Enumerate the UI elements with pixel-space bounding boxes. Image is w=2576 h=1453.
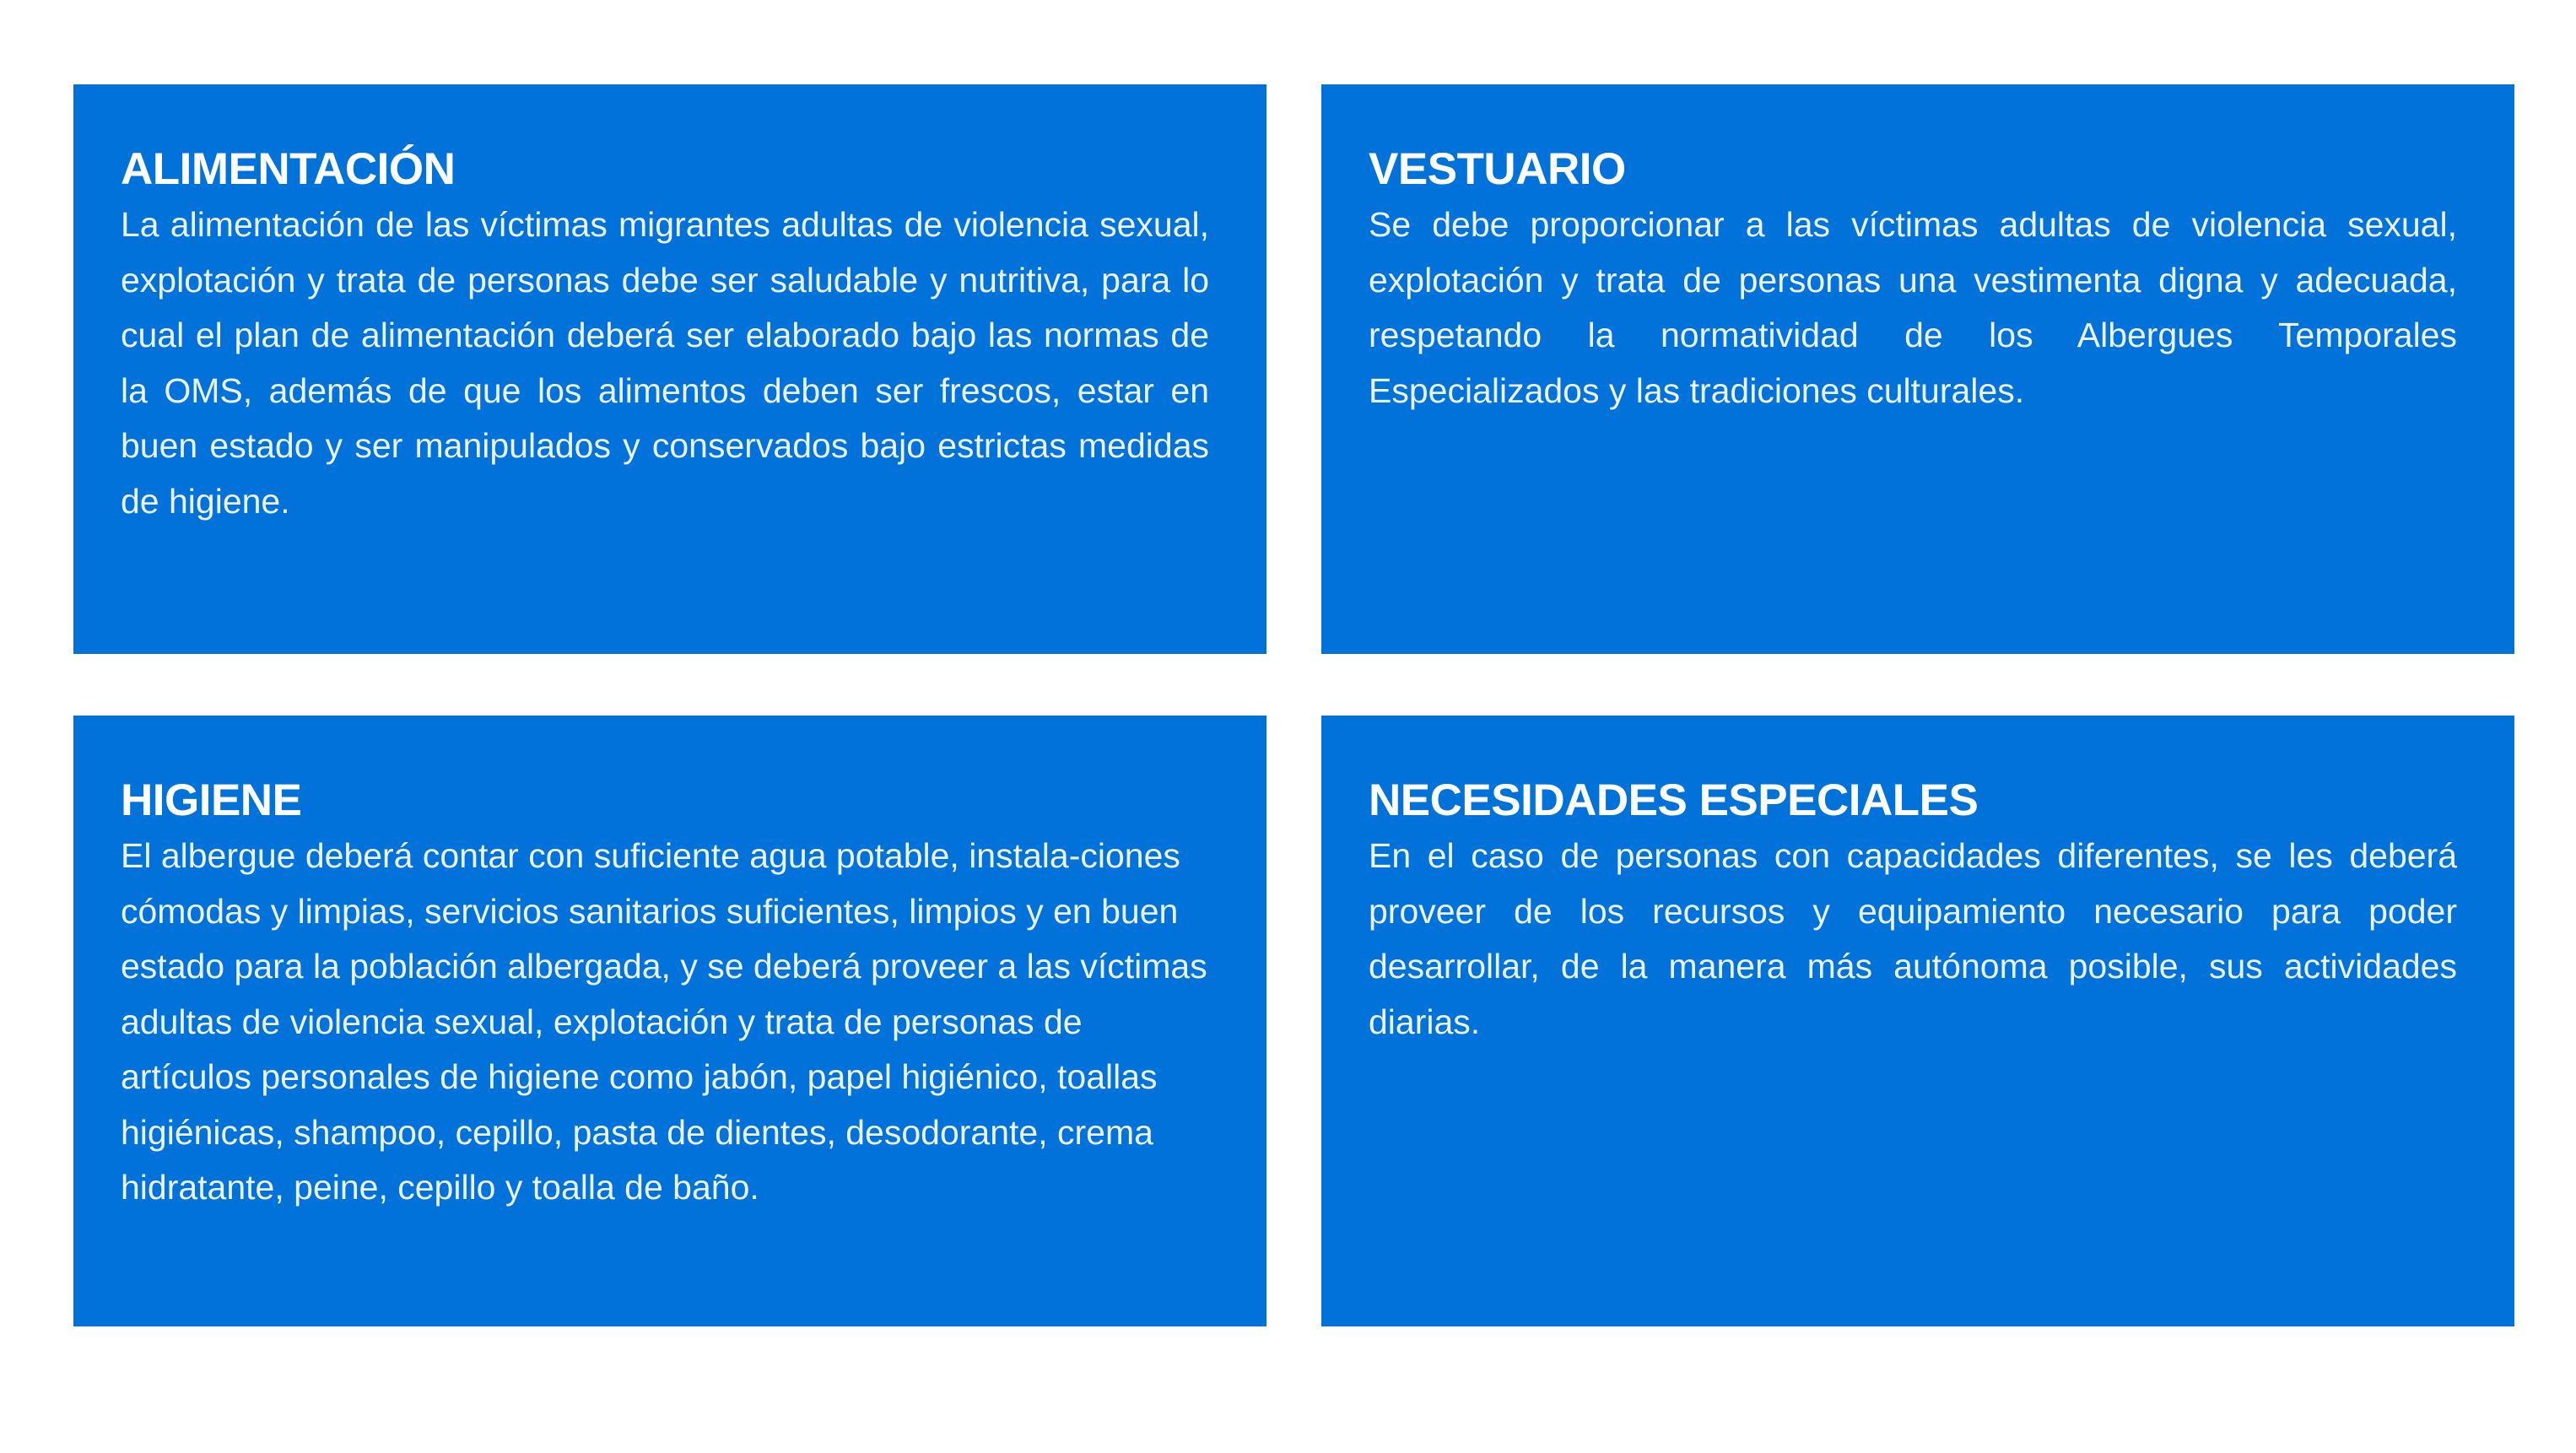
card-body: El albergue deberá contar con suficiente agua potable, instala-ciones cómodas y limpias, servicios sanitarios suficientes, limpios y en buen estado para la población albergada, y se deberá proveer a las víctimas adultas de violencia sexual, explotación y trata de personas de artículos personales de higiene como jabón, papel higiénico, toallas higiénicas, shampoo, cepillo, pasta de dientes, desodorante, crema hidratante, peine, cepillo y toalla de baño. xyxy=(121,836,1207,1207)
card-title: NECESIDADES ESPECIALES xyxy=(1369,775,1979,825)
card-body: Se debe proporcionar a las víctimas adultas de violencia sexual, explotación y trata de personas una vestimenta digna y adecuada, respetando la normatividad de los Albergues Temporales Especializados y las tradiciones culturales. xyxy=(1369,205,2457,410)
card-title: ALIMENTACIÓN xyxy=(121,144,456,194)
card-body: La alimentación de las víctimas migrantes adultas de violencia sexual, explotación y trata de personas debe ser saludable y nutritiva, para lo cual el plan de alimentación deberá ser elaborado bajo las normas de la OMS, además de que los alimentos deben ser frescos, estar en buen estado y ser manipulados y conservados bajo estrictas medidas de higiene. xyxy=(121,205,1209,521)
card-alimentacion xyxy=(73,84,1266,654)
card-body: En el caso de personas con capacidades diferentes, se les deberá proveer de los recursos y equipamiento necesario para poder desarrollar, de la manera más autónoma posible, sus actividades diarias. xyxy=(1369,836,2457,1041)
card-higiene xyxy=(73,716,1266,1326)
card-vestuario xyxy=(1321,84,2514,654)
card-title: HIGIENE xyxy=(121,775,302,825)
card-title: VESTUARIO xyxy=(1369,144,1626,194)
card-necesidades-especiales xyxy=(1321,716,2514,1326)
